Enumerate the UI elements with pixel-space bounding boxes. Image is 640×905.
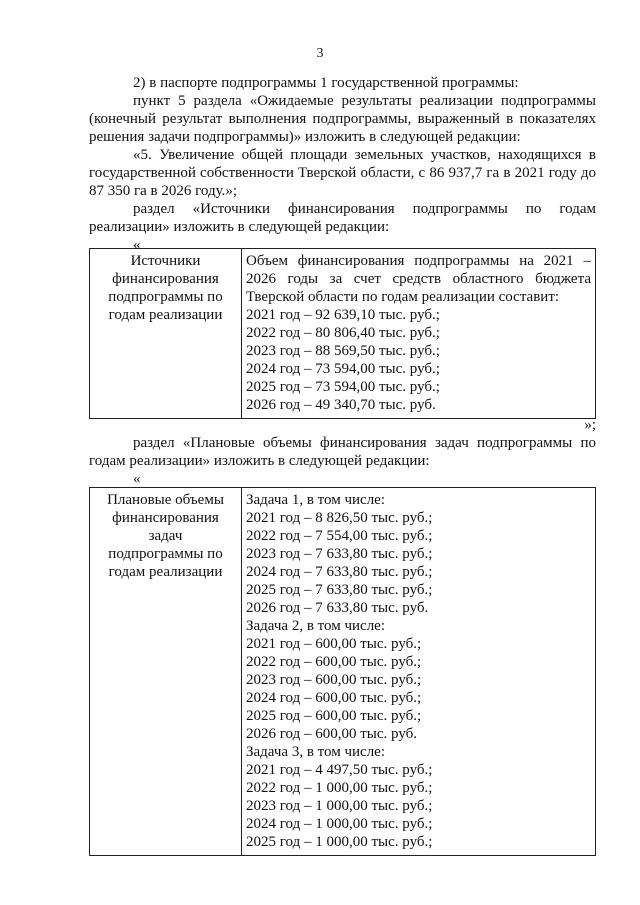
year-line: 2024 год – 600,00 тыс. руб.; [246,690,422,706]
point5-paragraph: пункт 5 раздела «Ожидаемые результаты реализации подпрограммы (конечный результат выполнения подпрограммы, выраженный в показателях решения задачи подпрограммы)» изложить в следующей редакции: [89,93,596,145]
table-row [90,488,596,856]
task-heading: Задача 2, в том числе: [246,618,385,634]
task-heading: Задача 1, в том числе: [246,492,385,508]
year-line: 2021 год – 4 497,50 тыс. руб.; [246,762,433,778]
year-line: 2022 год – 7 554,00 тыс. руб.; [246,528,433,544]
funding-sources-table [89,248,596,419]
left-line: годам реализации [108,307,223,323]
funding-lead: Объем финансирования подпрограммы на 2021 – 2026 годы за счет средств областного бюджета Тверской области по годам реализации составит: [246,253,591,305]
quote-close-1: »; [584,417,596,433]
year-line: 2025 год – 1 000,00 тыс. руб.; [246,834,433,850]
left-line: Источники [130,253,201,269]
year-line: 2022 год – 80 806,40 тыс. руб.; [246,325,440,341]
point5-quote: «5. Увеличение общей площади земельных участков, находящихся в государственной собственности Тверской области, с 86 937,7 га в 2021 году до 87 350 га в 2026 году.»; [89,147,596,199]
year-line: 2023 год – 7 633,80 тыс. руб.; [246,546,433,562]
year-line: 2021 год – 8 826,50 тыс. руб.; [246,510,433,526]
document-body [89,74,596,254]
year-line: 2026 год – 49 340,70 тыс. руб. [246,397,436,413]
quote-open-1: « [133,237,141,253]
section1-intro: раздел «Источники финансирования подпрограммы по годам реализации» изложить в следующей редакции: [89,201,596,235]
year-line: 2022 год – 600,00 тыс. руб.; [246,654,422,670]
left-line: финансирования [112,271,219,287]
year-line: 2025 год – 7 633,80 тыс. руб.; [246,582,433,598]
left-line: подпрограммы по [108,546,223,562]
table2-left-cell [90,488,242,856]
task-heading: Задача 3, в том числе: [246,744,385,760]
table2-wrap [89,487,596,856]
left-line: Плановые объемы [107,492,224,508]
year-line: 2021 год – 600,00 тыс. руб.; [246,636,422,652]
year-line: 2022 год – 1 000,00 тыс. руб.; [246,780,433,796]
year-line: 2023 год – 88 569,50 тыс. руб.; [246,343,440,359]
quote-open-2: « [133,471,141,487]
year-line: 2025 год – 73 594,00 тыс. руб.; [246,379,440,395]
year-line: 2023 год – 1 000,00 тыс. руб.; [246,798,433,814]
section2-block [89,416,596,488]
left-line: годам реализации [108,564,223,580]
table-row [90,249,596,419]
table1-right-cell [242,249,596,419]
table2-right-cell [242,488,596,856]
year-line: 2023 год – 600,00 тыс. руб.; [246,672,422,688]
page-number: 3 [316,46,324,61]
left-line: подпрограммы по [108,289,223,305]
year-line: 2024 год – 1 000,00 тыс. руб.; [246,816,433,832]
table1-wrap [89,248,596,419]
section2-intro: раздел «Плановые объемы финансирования задач подпрограммы по годам реализации» изложить в следующей редакции: [89,435,596,469]
year-line: 2021 год – 92 639,10 тыс. руб.; [246,307,440,323]
year-line: 2025 год – 600,00 тыс. руб.; [246,708,422,724]
year-line: 2024 год – 7 633,80 тыс. руб.; [246,564,433,580]
year-line: 2026 год – 600,00 тыс. руб. [246,726,418,742]
year-line: 2026 год – 7 633,80 тыс. руб. [246,600,429,616]
left-line: финансирования задач [112,510,219,544]
table1-left-cell [90,249,242,419]
year-line: 2024 год – 73 594,00 тыс. руб.; [246,361,440,377]
planned-funding-table [89,487,596,856]
item2-intro: 2) в паспорте подпрограммы 1 государственной программы: [133,75,519,91]
